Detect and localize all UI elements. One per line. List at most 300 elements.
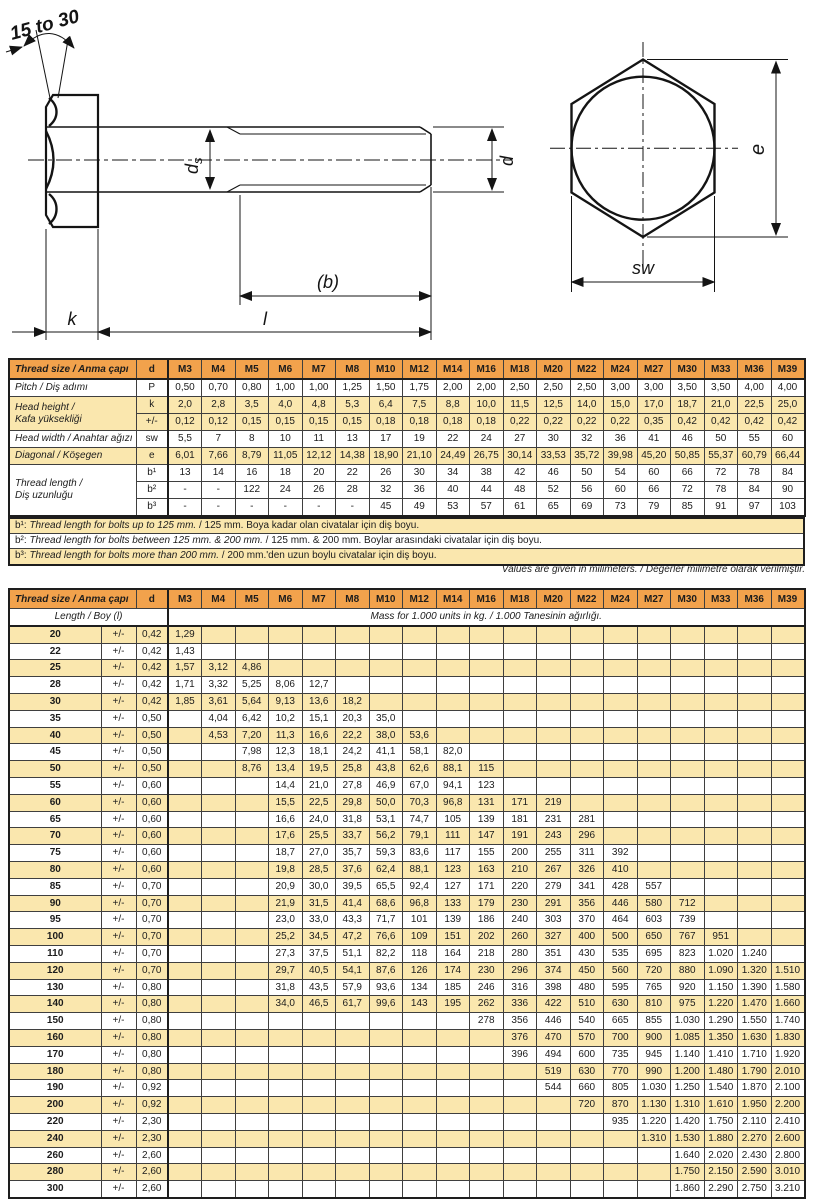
mass-cell: 93,6: [369, 979, 403, 996]
value-cell: -: [168, 482, 202, 499]
value-cell: 26: [369, 465, 403, 482]
value-cell: 78: [704, 482, 738, 499]
value-cell: 60: [637, 465, 671, 482]
mass-cell: [503, 744, 537, 761]
mass-cell: 220: [503, 878, 537, 895]
mass-cell: [470, 1164, 504, 1181]
mass-row-22: [9, 643, 805, 660]
mass-cell: 2.290: [704, 1181, 738, 1198]
mass-cell: 880: [671, 962, 705, 979]
mass-cell: [570, 1130, 604, 1147]
value-cell: 0,42: [671, 414, 705, 431]
mass-cell: [503, 761, 537, 778]
d-column-header: d: [136, 359, 168, 379]
size-header-M18: M18: [503, 589, 537, 609]
mass-cell: 186: [470, 912, 504, 929]
mass-cell: [235, 1181, 269, 1198]
mass-cell: [537, 1164, 571, 1181]
mass-cell: 446: [604, 895, 638, 912]
mass-cell: 2.600: [771, 1130, 805, 1147]
mass-cell: [336, 1181, 370, 1198]
size-header-M12: M12: [403, 589, 437, 609]
mass-cell: 22,5: [302, 794, 336, 811]
mass-cell: 246: [470, 979, 504, 996]
value-cell: 0,22: [604, 414, 638, 431]
mass-cell: [202, 979, 236, 996]
symbol-cell: b³: [136, 499, 168, 517]
size-header-M33: M33: [704, 589, 738, 609]
mass-cell: [403, 626, 437, 643]
mass-cell: [503, 643, 537, 660]
mass-cell: 1.220: [704, 996, 738, 1013]
mass-cell: 41,4: [336, 895, 370, 912]
value-cell: 3,00: [637, 379, 671, 397]
mass-cell: [738, 878, 772, 895]
mass-cell: 855: [637, 1013, 671, 1030]
mass-cell: [436, 1130, 470, 1147]
mass-cell: 131: [470, 794, 504, 811]
mass-cell: [436, 1164, 470, 1181]
tolerance-sign-cell: +/-: [101, 962, 136, 979]
mass-cell: [704, 744, 738, 761]
mass-cell: [235, 979, 269, 996]
mass-cell: 500: [604, 929, 638, 946]
mass-cell: [235, 828, 269, 845]
mass-cell: [537, 710, 571, 727]
mass-cell: [704, 761, 738, 778]
mass-cell: [637, 761, 671, 778]
length-cell: 130: [9, 979, 101, 996]
mass-cell: 1.660: [771, 996, 805, 1013]
mass-cell: [503, 1130, 537, 1147]
mass-cell: [403, 1080, 437, 1097]
mass-row-35: [9, 710, 805, 727]
mass-cell: [336, 1097, 370, 1114]
value-cell: 22: [336, 465, 370, 482]
mass-cell: 51,1: [336, 945, 370, 962]
mass-cell: [738, 677, 772, 694]
tolerance-value-cell: 0,42: [136, 660, 168, 677]
mass-cell: [738, 929, 772, 946]
mass-cell: 111: [436, 828, 470, 845]
mass-row-260: [9, 1147, 805, 1164]
mass-cell: 18,7: [269, 845, 303, 862]
mass-cell: 24,0: [302, 811, 336, 828]
mass-cell: 665: [604, 1013, 638, 1030]
mass-cell: 1.710: [738, 1046, 772, 1063]
bolt-side-view-drawing: [0, 0, 540, 356]
mass-cell: [537, 677, 571, 694]
mass-cell: 1.540: [704, 1080, 738, 1097]
size-header-M3: M3: [168, 359, 202, 379]
mass-cell: 10,2: [269, 710, 303, 727]
mass-cell: [738, 895, 772, 912]
value-cell: 12,5: [537, 397, 571, 414]
mass-cell: [403, 693, 437, 710]
size-header-M36: M36: [738, 359, 772, 379]
mass-cell: [771, 929, 805, 946]
mass-cell: [604, 777, 638, 794]
mass-cell: [503, 1147, 537, 1164]
tolerance-sign-cell: +/-: [101, 1029, 136, 1046]
mass-cell: 54,1: [336, 962, 370, 979]
mass-cell: [436, 1080, 470, 1097]
value-cell: 2,50: [503, 379, 537, 397]
tolerance-value-cell: 0,80: [136, 1063, 168, 1080]
mass-cell: 67,0: [403, 777, 437, 794]
mass-cell: 99,6: [369, 996, 403, 1013]
tolerance-value-cell: 0,42: [136, 626, 168, 643]
mass-cell: 195: [436, 996, 470, 1013]
symbol-cell: k: [136, 397, 168, 414]
mass-cell: 311: [570, 845, 604, 862]
mass-cell: [637, 861, 671, 878]
mass-cell: [403, 660, 437, 677]
size-header-M39: M39: [771, 359, 805, 379]
mass-cell: 1.310: [671, 1097, 705, 1114]
mass-cell: 720: [637, 962, 671, 979]
mass-cell: 1.390: [738, 979, 772, 996]
mass-row-110: [9, 945, 805, 962]
mass-cell: [302, 1013, 336, 1030]
mass-cell: 1.085: [671, 1029, 705, 1046]
mass-cell: 430: [570, 945, 604, 962]
mass-cell: 34,0: [269, 996, 303, 1013]
mass-cell: [168, 895, 202, 912]
tolerance-sign-cell: +/-: [101, 1147, 136, 1164]
mass-cell: [269, 1046, 303, 1063]
mass-cell: [771, 811, 805, 828]
mass-cell: 510: [570, 996, 604, 1013]
length-cell: 60: [9, 794, 101, 811]
value-cell: 50,85: [671, 448, 705, 465]
mass-cell: 279: [537, 878, 571, 895]
value-cell: 0,42: [771, 414, 805, 431]
value-cell: 26: [302, 482, 336, 499]
mass-cell: 4,04: [202, 710, 236, 727]
mass-cell: [202, 1097, 236, 1114]
tolerance-value-cell: 0,50: [136, 710, 168, 727]
mass-cell: 2.750: [738, 1181, 772, 1198]
k-dimension-label: k: [67, 309, 77, 329]
mass-cell: [302, 1164, 336, 1181]
mass-cell: 557: [637, 878, 671, 895]
value-cell: 0,12: [168, 414, 202, 431]
mass-cell: [470, 1046, 504, 1063]
mass-cell: [168, 1097, 202, 1114]
mass-cell: [503, 727, 537, 744]
value-cell: 28: [336, 482, 370, 499]
mass-cell: 3.210: [771, 1181, 805, 1198]
mass-cell: 53,1: [369, 811, 403, 828]
mass-cell: [269, 1063, 303, 1080]
value-cell: 13: [168, 465, 202, 482]
mass-cell: 1.880: [704, 1130, 738, 1147]
mass-cell: [235, 1113, 269, 1130]
mass-cell: [269, 1181, 303, 1198]
spec-row: [9, 397, 805, 414]
mass-cell: [470, 1080, 504, 1097]
mass-cell: [671, 744, 705, 761]
mass-cell: 4,53: [202, 727, 236, 744]
length-cell: 190: [9, 1080, 101, 1097]
value-cell: 2,8: [202, 397, 236, 414]
mass-cell: [503, 710, 537, 727]
mass-cell: 374: [537, 962, 571, 979]
mass-cell: 96,8: [436, 794, 470, 811]
mass-cell: [604, 1130, 638, 1147]
value-cell: 46: [671, 431, 705, 448]
mass-cell: [771, 878, 805, 895]
mass-cell: [738, 794, 772, 811]
mass-cell: 1.030: [671, 1013, 705, 1030]
mass-cell: 82,0: [436, 744, 470, 761]
mass-cell: [168, 828, 202, 845]
mass-cell: [235, 845, 269, 862]
value-cell: 0,80: [235, 379, 269, 397]
mass-cell: [704, 811, 738, 828]
tolerance-sign-cell: +/-: [101, 794, 136, 811]
tolerance-value-cell: 2,60: [136, 1181, 168, 1198]
mass-cell: [202, 777, 236, 794]
length-cell: 150: [9, 1013, 101, 1030]
mass-cell: [570, 794, 604, 811]
value-cell: 84: [771, 465, 805, 482]
value-cell: 1,00: [302, 379, 336, 397]
value-cell: 2,00: [436, 379, 470, 397]
mass-cell: [503, 1164, 537, 1181]
mass-cell: [168, 710, 202, 727]
mass-cell: [336, 1147, 370, 1164]
mass-cell: 480: [570, 979, 604, 996]
mass-cell: 43,3: [336, 912, 370, 929]
mass-cell: [202, 1063, 236, 1080]
tolerance-value-cell: 0,60: [136, 794, 168, 811]
mass-subheader: Mass for 1.000 units in kg. / 1.000 Tanesinin ağırlığı.: [168, 609, 805, 626]
mass-cell: 951: [704, 929, 738, 946]
mass-cell: [302, 643, 336, 660]
value-cell: 0,50: [168, 379, 202, 397]
mass-cell: 1.470: [738, 996, 772, 1013]
mass-cell: [537, 1181, 571, 1198]
value-cell: 50: [570, 465, 604, 482]
mass-cell: 57,9: [336, 979, 370, 996]
value-cell: 18: [269, 465, 303, 482]
symbol-cell: sw: [136, 431, 168, 448]
tolerance-sign-cell: +/-: [101, 1080, 136, 1097]
mass-row-130: [9, 979, 805, 996]
tolerance-value-cell: 0,60: [136, 828, 168, 845]
tolerance-value-cell: 0,42: [136, 693, 168, 710]
value-cell: 103: [771, 499, 805, 517]
size-header-M22: M22: [570, 589, 604, 609]
mass-cell: [637, 660, 671, 677]
mass-cell: 43,8: [369, 761, 403, 778]
mass-cell: 823: [671, 945, 705, 962]
mass-cell: [336, 1063, 370, 1080]
mass-cell: [168, 761, 202, 778]
length-cell: 70: [9, 828, 101, 845]
length-cell: 180: [9, 1063, 101, 1080]
mass-cell: [302, 1147, 336, 1164]
size-header-M6: M6: [269, 359, 303, 379]
mass-cell: 13,6: [302, 693, 336, 710]
spec-row: [9, 465, 805, 482]
value-cell: 2,0: [168, 397, 202, 414]
mass-cell: 2.200: [771, 1097, 805, 1114]
mass-cell: 410: [604, 861, 638, 878]
mass-row-120: [9, 962, 805, 979]
mass-cell: 202: [470, 929, 504, 946]
mass-cell: [537, 626, 571, 643]
value-cell: -: [269, 499, 303, 517]
mass-row-75: [9, 845, 805, 862]
length-cell: 95: [9, 912, 101, 929]
mass-cell: 296: [570, 828, 604, 845]
mass-cell: 398: [537, 979, 571, 996]
mass-cell: [738, 710, 772, 727]
mass-cell: [235, 912, 269, 929]
mass-cell: 1.320: [738, 962, 772, 979]
tolerance-value-cell: 0,92: [136, 1097, 168, 1114]
mass-cell: [202, 1147, 236, 1164]
mass-cell: [302, 660, 336, 677]
mass-row-65: [9, 811, 805, 828]
mass-cell: [235, 1029, 269, 1046]
mass-cell: 40,5: [302, 962, 336, 979]
tolerance-value-cell: 0,60: [136, 861, 168, 878]
mass-cell: [671, 643, 705, 660]
value-cell: 0,18: [369, 414, 403, 431]
mass-cell: [369, 1029, 403, 1046]
mass-cell: 2.100: [771, 1080, 805, 1097]
symbol-cell: b¹: [136, 465, 168, 482]
mass-cell: 1,57: [168, 660, 202, 677]
value-cell: 44: [470, 482, 504, 499]
mass-cell: 336: [503, 996, 537, 1013]
length-cell: 240: [9, 1130, 101, 1147]
mass-cell: [637, 845, 671, 862]
row-label: Head height / Kafa yüksekliği: [9, 397, 136, 431]
value-cell: 0,18: [470, 414, 504, 431]
mass-cell: [336, 1113, 370, 1130]
mass-row-30: [9, 693, 805, 710]
mass-cell: [202, 845, 236, 862]
mass-cell: [503, 693, 537, 710]
mass-cell: [202, 828, 236, 845]
mass-cell: 33,7: [336, 828, 370, 845]
mass-cell: [302, 1097, 336, 1114]
value-cell: 32: [570, 431, 604, 448]
mass-cell: 171: [503, 794, 537, 811]
mass-cell: [570, 1164, 604, 1181]
mass-cell: 24,2: [336, 744, 370, 761]
mass-cell: [771, 727, 805, 744]
mass-cell: [671, 761, 705, 778]
symbol-cell: b²: [136, 482, 168, 499]
mass-cell: [302, 1063, 336, 1080]
mass-cell: [704, 677, 738, 694]
mass-cell: 560: [604, 962, 638, 979]
mass-cell: [168, 996, 202, 1013]
mass-cell: [704, 878, 738, 895]
tolerance-sign-cell: +/-: [101, 1046, 136, 1063]
mass-cell: [570, 710, 604, 727]
value-cell: 50: [704, 431, 738, 448]
mass-cell: [604, 1181, 638, 1198]
mass-cell: 1.550: [738, 1013, 772, 1030]
mass-cell: [369, 1113, 403, 1130]
mass-cell: [570, 744, 604, 761]
mass-cell: [771, 660, 805, 677]
mass-cell: [704, 727, 738, 744]
value-cell: 45,20: [637, 448, 671, 465]
value-cell: 0,18: [403, 414, 437, 431]
value-cell: 1,50: [369, 379, 403, 397]
mass-cell: [470, 1029, 504, 1046]
mass-cell: [436, 1181, 470, 1198]
mass-cell: [671, 828, 705, 845]
mass-cell: 2.590: [738, 1164, 772, 1181]
mass-cell: 56,2: [369, 828, 403, 845]
tolerance-value-cell: 0,80: [136, 1013, 168, 1030]
value-cell: 24: [269, 482, 303, 499]
mass-cell: [202, 1013, 236, 1030]
mass-cell: 34,5: [302, 929, 336, 946]
mass-cell: 280: [503, 945, 537, 962]
mass-cell: [302, 1029, 336, 1046]
size-header-M18: M18: [503, 359, 537, 379]
mass-cell: [202, 1113, 236, 1130]
value-cell: 6,4: [369, 397, 403, 414]
value-cell: 19: [403, 431, 437, 448]
mass-cell: 19,5: [302, 761, 336, 778]
mass-cell: [202, 895, 236, 912]
mass-cell: [235, 777, 269, 794]
mass-cell: 94,1: [436, 777, 470, 794]
mass-cell: 291: [537, 895, 571, 912]
value-cell: 36: [403, 482, 437, 499]
mass-cell: 31,8: [336, 811, 370, 828]
mass-cell: 27,3: [269, 945, 303, 962]
mass-row-140: [9, 996, 805, 1013]
mass-cell: 191: [503, 828, 537, 845]
size-header-M10: M10: [369, 359, 403, 379]
mass-cell: [235, 794, 269, 811]
mass-cell: 47,2: [336, 929, 370, 946]
mass-cell: [604, 811, 638, 828]
mass-cell: [202, 761, 236, 778]
mass-cell: 975: [671, 996, 705, 1013]
value-cell: 8: [235, 431, 269, 448]
mass-cell: [671, 660, 705, 677]
mass-cell: 15,1: [302, 710, 336, 727]
mass-cell: 218: [470, 945, 504, 962]
mass-cell: [470, 693, 504, 710]
value-cell: 66: [671, 465, 705, 482]
mass-cell: 35,0: [369, 710, 403, 727]
mass-cell: 185: [436, 979, 470, 996]
mass-cell: 240: [503, 912, 537, 929]
mass-cell: 88,1: [403, 861, 437, 878]
size-header-M36: M36: [738, 589, 772, 609]
mass-cell: [235, 626, 269, 643]
mass-cell: 127: [436, 878, 470, 895]
value-cell: 48: [503, 482, 537, 499]
mass-cell: 143: [403, 996, 437, 1013]
mass-cell: [771, 828, 805, 845]
mass-cell: 230: [470, 962, 504, 979]
